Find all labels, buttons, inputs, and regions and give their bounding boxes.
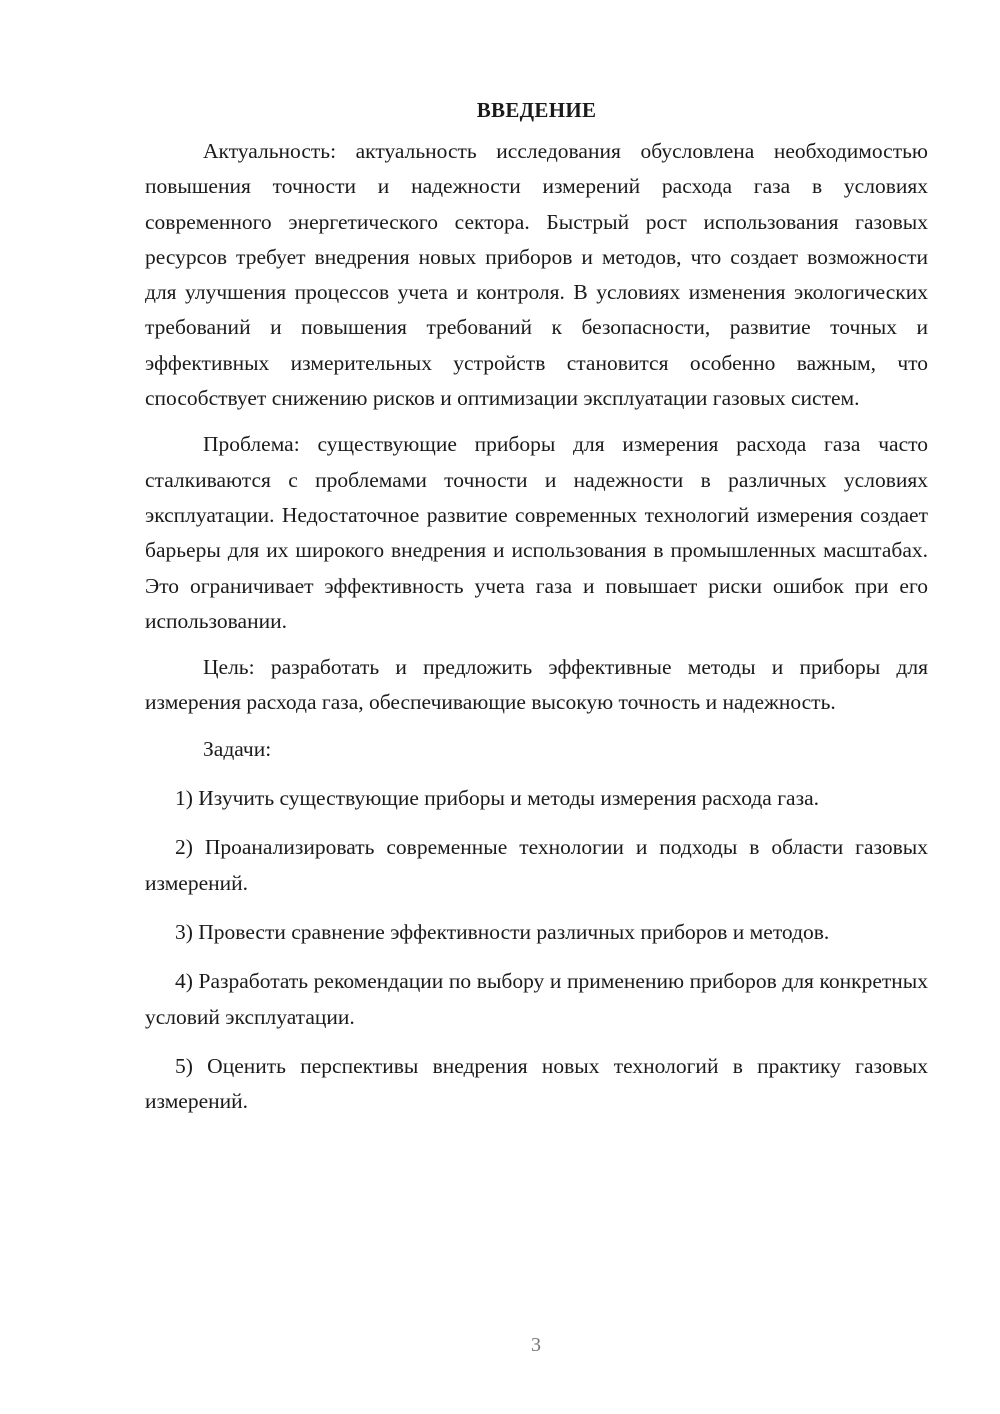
tasks-heading: Задачи: <box>203 736 272 761</box>
task-item: 5) Оценить перспективы внедрения новых технологий в практику газовых измерений. <box>145 1053 928 1114</box>
task-item: 2) Проанализировать современные технологии и подходы в области газовых измерений. <box>145 835 928 895</box>
page-title: ВВЕДЕНИЕ <box>476 98 597 122</box>
paragraph-problem: Проблема: существующие приборы для измерения расхода газа часто сталкиваются с проблемами точности и надежности в различных условиях эксплуатации. Недостаточное развитие современных технологий измерения создает барьеры для их широкого внедрения и использования в промышленных масштабах. Это ограничивает эффективность учета газа и повышает риски ошибок при его использовании. <box>145 432 928 633</box>
paragraph-goal: Цель: разработать и предложить эффективные методы и приборы для измерения расхода газа, обеспечивающие высокую точность и надежность. <box>145 655 928 715</box>
page-number: 3 <box>531 1334 541 1356</box>
document-page <box>145 96 928 1119</box>
task-item: 1) Изучить существующие приборы и методы измерения расхода газа. <box>175 786 819 811</box>
task-item: 4) Разработать рекомендации по выбору и применению приборов для конкретных условий эксплуатации. <box>145 969 928 1029</box>
paragraph-relevance: Актуальность: актуальность исследования обусловлена необходимостью повышения точности и надежности измерений расхода газа в условиях современного энергетического сектора. Быстрый рост использования газовых ресурсов требует внедрения новых приборов и методов, что создает возможности для улучшения процессов учета и контроля. В условиях изменения экологических требований и повышения требований к безопасности, развитие точных и эффективных измерительных устройств становится особенно важным, что способствует снижению рисков и оптимизации эксплуатации газовых систем. <box>145 139 928 411</box>
task-item: 3) Провести сравнение эффективности различных приборов и методов. <box>175 919 830 944</box>
